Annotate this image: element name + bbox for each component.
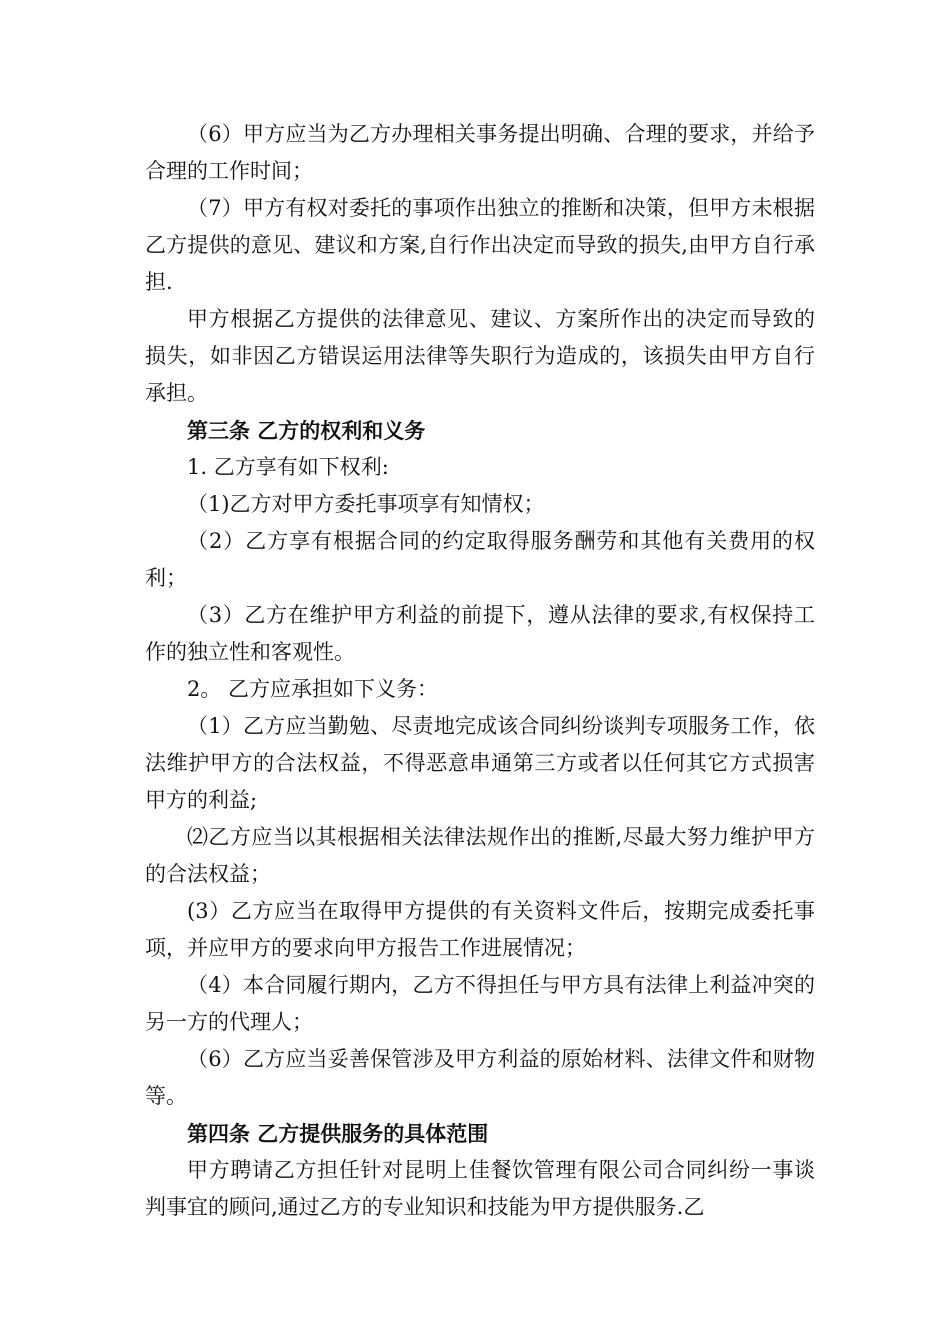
paragraph-party-b-obligation-2: ⑵乙方应当以其根据相关法律法规作出的推断,尽最大努力维护甲方的合法权益；: [145, 825, 815, 886]
paragraph-party-b-obligation-4: （4）本合同履行期内，乙方不得担任与甲方具有法律上利益冲突的另一方的代理人；: [145, 973, 815, 1034]
section-heading-article-4: 第四条 乙方提供服务的具体范围: [187, 1121, 489, 1146]
paragraph-party-b-obligations-intro: 2。 乙方应承担如下义务：: [187, 677, 439, 701]
paragraph-party-a-decision-right: （7）甲方有权对委托的事项作出独立的推断和决策，但甲方未根据乙方提供的意见、建议和方案,自行作出决定而导致的损失,由甲方自行承担.: [145, 196, 815, 294]
paragraph-party-b-rights-intro: 1. 乙方享有如下权利:: [187, 455, 389, 479]
paragraph-party-b-obligation-6: （6）乙方应当妥善保管涉及甲方利益的原始材料、法律文件和财物等。: [145, 1047, 815, 1108]
paragraph-party-b-right-1: （1)乙方对甲方委托事项享有知情权；: [187, 492, 545, 516]
paragraph-party-b-obligation-3: (3）乙方应当在取得甲方提供的有关资料文件后，按期完成委托事项，并应甲方的要求向甲方报告工作进展情况；: [145, 899, 815, 960]
section-heading-article-3: 第三条 乙方的权利和义务: [187, 418, 426, 443]
paragraph-party-a-loss: 甲方根据乙方提供的法律意见、建议、方案所作出的决定而导致的损失，如非因乙方错误运用法律等失职行为造成的，该损失由甲方自行承担。: [145, 307, 815, 405]
paragraph-service-scope: 甲方聘请乙方担任针对昆明上佳餐饮管理有限公司合同纠纷一事谈判事宜的顾问,通过乙方的专业知识和技能为甲方提供服务.乙: [145, 1158, 815, 1219]
paragraph-party-b-obligation-1: （1）乙方应当勤勉、尽责地完成该合同纠纷谈判专项服务工作，依法维护甲方的合法权益，不得恶意串通第三方或者以任何其它方式损害甲方的利益;: [145, 714, 815, 812]
document-body: [145, 116, 815, 1226]
paragraph-party-a-requirements: （6）甲方应当为乙方办理相关事务提出明确、合理的要求，并给予合理的工作时间；: [145, 122, 815, 183]
paragraph-party-b-right-3: （3）乙方在维护甲方利益的前提下，遵从法律的要求,有权保持工作的独立性和客观性。: [145, 603, 815, 664]
paragraph-party-b-right-2: （2）乙方享有根据合同的约定取得服务酬劳和其他有关费用的权利；: [145, 529, 815, 590]
